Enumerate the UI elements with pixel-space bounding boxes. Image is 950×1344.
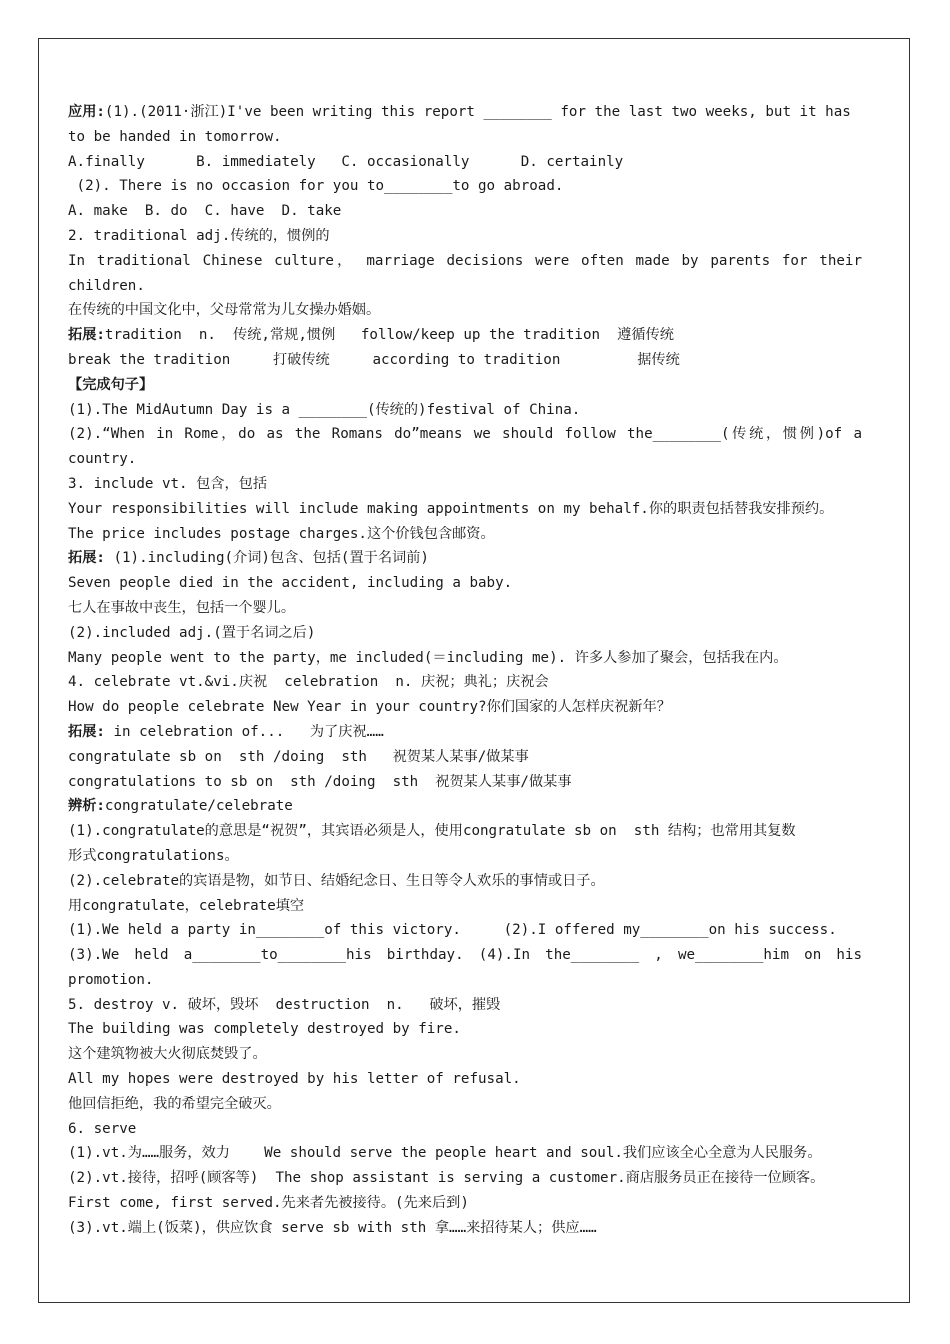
bold-label: 【完成句子】 [68, 376, 154, 393]
line-text: (1).(2011·浙江)I've been writing this report ________ for the last two weeks, but it has [104, 104, 851, 120]
text-line [68, 943, 862, 968]
text-line [68, 125, 862, 150]
text-line [68, 150, 862, 175]
bold-label: 拓展: [68, 723, 105, 740]
line-text: (3).We held a________to________his birthday. (4).In the________ , we________him on his [68, 947, 862, 964]
text-line [68, 596, 862, 621]
line-text: 他回信拒绝，我的希望完全破灭。 [68, 1095, 281, 1112]
text-line [68, 249, 862, 274]
line-text: In traditional Chinese culture， marriage decisions were often made by parents for their [68, 252, 862, 269]
line-text: 6. serve [68, 1120, 137, 1137]
line-text: (2).“When in Rome，do as the Romans do”means we should follow the________(传统，惯例)of a [68, 426, 862, 443]
line-text: (3).vt.端上(饭菜)，供应饮食 serve sb with sth 拿……来招待某人；供应…… [68, 1219, 597, 1236]
line-text: A.finally B. immediately C. occasionally D. certainly [68, 153, 624, 170]
text-line [68, 546, 862, 571]
text-line [68, 522, 862, 547]
line-text: tradition n. 传统,常规,惯例 follow/keep up the tradition 遵循传统 [104, 327, 674, 344]
text-line [68, 646, 862, 671]
line-text: in celebration of... 为了庆祝…… [104, 723, 384, 740]
text-line [68, 224, 862, 249]
line-text: The building was completely destroyed by fire. [68, 1021, 461, 1038]
text-line [68, 695, 862, 720]
text-line [68, 447, 862, 472]
line-text: 在传统的中国文化中，父母常常为儿女操办婚姻。 [68, 302, 381, 319]
text-line [68, 1042, 862, 1067]
text-line [68, 472, 862, 497]
text-line [68, 894, 862, 919]
line-text: 用congratulate，celebrate填空 [68, 897, 305, 914]
text-line [68, 1017, 862, 1042]
text-line [68, 348, 862, 373]
bold-label: 拓展: [68, 550, 105, 567]
text-line [68, 174, 862, 199]
line-text: First come, first served.先来者先被接待。(先来后到) [68, 1195, 469, 1212]
line-text: Many people went to the party，me included(＝including me). 许多人参加了聚会，包括我在内。 [68, 649, 788, 666]
text-line [68, 918, 862, 943]
bold-label: 辨析: [68, 798, 105, 815]
line-text: congratulate sb on sth /doing sth 祝贺某人某事/做某事 [68, 748, 529, 765]
line-text: 2. traditional adj.传统的，惯例的 [68, 227, 330, 244]
text-line [68, 968, 862, 993]
bold-label: 拓展: [68, 327, 105, 344]
line-text: 4. celebrate vt.&vi.庆祝 celebration n. 庆祝；典礼；庆祝会 [68, 674, 549, 691]
line-text: congratulate/celebrate [104, 798, 293, 815]
line-text: (2).celebrate的宾语是物，如节日、结婚纪念日、生日等令人欢乐的事情或日子。 [68, 872, 605, 889]
bold-label: 应用: [68, 104, 105, 120]
text-line [68, 869, 862, 894]
line-text: Seven people died in the accident, including a baby. [68, 575, 513, 592]
line-text: 七人在事故中丧生，包括一个婴儿。 [68, 599, 296, 616]
line-text: (2).vt.接待，招呼(顾客等) The shop assistant is serving a customer.商店服务员正在接待一位顾客。 [68, 1170, 825, 1187]
text-line [68, 1216, 862, 1241]
text-line [68, 199, 862, 224]
text-line [68, 571, 862, 596]
document-body [68, 100, 862, 1241]
text-line [68, 274, 862, 299]
text-line [68, 373, 862, 398]
line-text: (2).included adj.(置于名词之后) [68, 624, 316, 641]
line-text: to be handed in tomorrow. [68, 128, 282, 145]
text-line [68, 1166, 862, 1191]
line-text: promotion. [68, 971, 154, 988]
line-text: How do people celebrate New Year in your country?你们国家的人怎样庆祝新年？ [68, 699, 671, 716]
text-line [68, 745, 862, 770]
line-text: A. make B. do C. have D. take [68, 203, 342, 220]
text-line [68, 844, 862, 869]
text-line [68, 720, 862, 745]
line-text: (1).We held a party in________of this victory. (2).I offered my________on his success. [68, 922, 837, 939]
line-text: All my hopes were destroyed by his letter of refusal. [68, 1071, 521, 1088]
text-line [68, 100, 862, 125]
text-line [68, 298, 862, 323]
line-text: 3. include vt. 包含，包括 [68, 475, 268, 492]
line-text: 这个建筑物被大火彻底焚毁了。 [68, 1046, 267, 1063]
text-line [68, 497, 862, 522]
text-line [68, 993, 862, 1018]
line-text: (1).vt.为……服务，效力 We should serve the people heart and soul.我们应该全心全意为人民服务。 [68, 1145, 822, 1162]
line-text: 形式congratulations。 [68, 847, 239, 864]
line-text: break the tradition 打破传统 according to tradition 据传统 [68, 351, 680, 368]
line-text: Your responsibilities will include making appointments on my behalf.你的职责包括替我安排预约。 [68, 500, 834, 517]
line-text: (1).including(介词)包含、包括(置于名词前) [104, 550, 429, 567]
text-line [68, 1092, 862, 1117]
line-text: children. [68, 277, 145, 294]
text-line [68, 1141, 862, 1166]
text-line [68, 770, 862, 795]
text-line [68, 1191, 862, 1216]
text-line [68, 819, 862, 844]
line-text: 5. destroy v. 破坏，毁坏 destruction n. 破坏，摧毁 [68, 996, 501, 1013]
text-line [68, 794, 862, 819]
line-text: congratulations to sb on sth /doing sth 祝贺某人某事/做某事 [68, 773, 572, 790]
line-text: The price includes postage charges.这个价钱包含邮资。 [68, 525, 495, 542]
text-line [68, 1117, 862, 1142]
text-line [68, 670, 862, 695]
text-line [68, 621, 862, 646]
text-line [68, 1067, 862, 1092]
text-line [68, 422, 862, 447]
text-line [68, 398, 862, 423]
line-text: country. [68, 451, 137, 468]
text-line [68, 323, 862, 348]
line-text: (1).congratulate的意思是“祝贺”，其宾语必须是人，使用congratulate sb on sth 结构；也常用其复数 [68, 823, 796, 840]
line-text: (1).The MidAutumn Day is a ________(传统的)festival of China. [68, 401, 581, 418]
line-text: (2). There is no occasion for you to________to go abroad. [68, 178, 564, 195]
